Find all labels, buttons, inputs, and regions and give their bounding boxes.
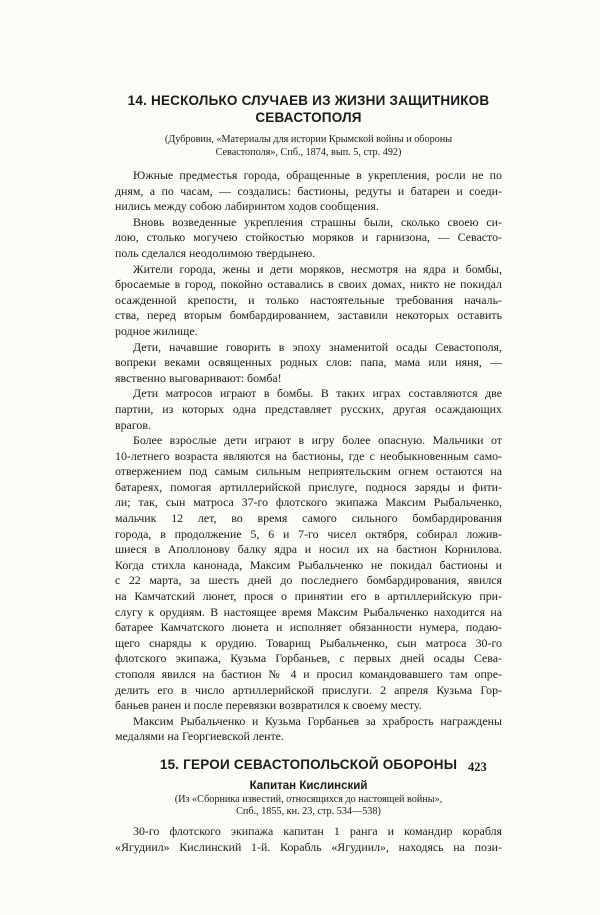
section-14-body	[115, 168, 502, 745]
title-line-2: СЕВАСТОПОЛЯ	[255, 110, 362, 125]
paragraph	[115, 168, 502, 215]
paragraph	[115, 386, 502, 433]
section-14-title	[115, 92, 502, 126]
text-line: города, в продолжение 5, 6 и 7-го чисел октября, собирал ложив-	[115, 526, 502, 541]
text-line: Южные предместья города, обращенные в укрепления, росли не по	[133, 168, 502, 182]
section-15-subtitle: Капитан Кислинский	[249, 779, 368, 792]
source2-line-1: (Из «Сборника известий, относящихся до настоящей войны»,	[174, 793, 443, 805]
paragraph	[115, 824, 502, 855]
text-line: отвержением под самым сильным неприятельским огнем остаются на	[115, 464, 502, 479]
text-line: Жители города, жены и дети моряков, несмотря на ядра и бомбы,	[133, 261, 502, 276]
text-line: бросаемые в город, покойно оставались в своих домах, никто не покидал	[115, 277, 502, 292]
text-line: Более взрослые дети играют в игру более опасную. Мальчики от	[133, 433, 502, 448]
text-line: с 22 марта, за шесть дней до последнего бомбардирования, явился	[115, 573, 502, 588]
text-line: Вновь возведенные укрепления страшны были, сколько своею си-	[133, 214, 502, 229]
section-15-source	[115, 794, 502, 819]
page-number: 423	[468, 760, 487, 774]
section-15-title: 15. ГЕРОИ СЕВАСТОПОЛЬСКОЙ ОБОРОНЫ	[159, 756, 458, 772]
paragraph	[115, 433, 502, 714]
section-15-body	[115, 824, 502, 855]
text-line: на Камчатский люнет, прося о принятии его в артиллерийскую при-	[115, 589, 502, 604]
text-line: ли; так, сын матроса 37-го флотского экипажа Максим Рыбальченко,	[115, 495, 502, 510]
section-14-source	[115, 134, 502, 159]
text-line: Максим Рыбальченко и Кузьма Горбаньев за храбрость награждены	[133, 713, 502, 728]
source-line-2: Севастополя», Спб., 1874, вып. 5, стр. 492)	[215, 146, 402, 158]
source-line-1: (Дубровин, «Материалы для истории Крымской войны и обороны	[164, 134, 453, 145]
text-line: партии, из которых одна представляет русских, другая осаждающих	[115, 401, 502, 416]
text-line: Дети, начавшие говорить в эпоху знаменитой осады Севастополя,	[133, 339, 502, 354]
page-content	[115, 92, 502, 855]
paragraph	[115, 215, 502, 262]
text-line: 30-го флотского экипажа капитан 1 ранга и командир корабля	[133, 823, 502, 838]
text-line: делить его в число артиллерийской прислуги. 2 апреля Кузьма Гор-	[115, 682, 502, 697]
text-line: батареях, помогая артиллерийской прислуге, поднося заряды и фити-	[115, 479, 502, 494]
text-line: Дети матросов играют в бомбы. В таких играх составляются две	[133, 386, 502, 401]
paragraph	[115, 340, 502, 387]
text-line: Когда стихла канонада, Максим Рыбальченко не покидал бастионы и	[115, 557, 502, 572]
text-line: поль сделался неодолимою твердынею.	[115, 245, 316, 260]
text-line: 10-летнего возраста являются на бастионы, где с необыкновенным само-	[115, 448, 502, 463]
text-line: флотского экипажа, Кузьма Горбаньев, с первых дней осады Сева-	[115, 651, 502, 666]
text-line: родное жилище.	[115, 323, 198, 338]
text-line: стополя явился на бастион № 4 и просил командовавшего там опре-	[115, 667, 502, 681]
text-line: батарее Камчатского люнета и исполняет обязанности нумера, подаю-	[115, 620, 502, 635]
paragraph	[115, 262, 502, 340]
text-line: медалями на Георгиевской ленте.	[115, 729, 284, 744]
text-line: врагов.	[115, 417, 151, 432]
text-line: «Ягудиил» Кислинский 1-й. Корабль «Ягудиил», находясь на пози-	[115, 839, 502, 854]
text-line: вопреки веками освященных родных слов: папа, мама или няня, —	[115, 355, 502, 370]
text-line: ства, перед вторым бомбардированием, заставили некоторых оставить	[115, 308, 502, 323]
text-line: щего снаряды к орудию. Товарищ Рыбальченко, сын матроса 30-го	[115, 635, 502, 650]
text-line: осажденной крепости, и только настоятельные требования началь-	[115, 292, 502, 307]
text-line: баньев ранен и после перевязки возвратился к своему месту.	[115, 698, 422, 713]
text-line: слугу к орудиям. В настоящее время Максим Рыбальченко находится на	[115, 604, 502, 619]
title-line-1: 14. НЕСКОЛЬКО СЛУЧАЕВ ИЗ ЖИЗНИ ЗАЩИТНИКОВ	[127, 93, 490, 108]
text-line: шиеся в Аполлонову балку ядра и носил их на бастион Корнилова.	[115, 542, 502, 557]
text-line: лою, столько могучею стойкостью моряков и гарнизона, — Севасто-	[115, 230, 502, 245]
text-line: явственно выговаривают: бомба!	[115, 370, 282, 385]
text-line: мальчик 12 лет, во время самого сильного бомбардирования	[115, 511, 502, 526]
paragraph	[115, 714, 502, 745]
text-line: дням, а по часам, — создались: бастионы, редуты и батареи и соеди-	[115, 183, 502, 198]
text-line: нились между собою лабиринтом ходов сообщения.	[115, 199, 379, 214]
source2-line-2: Спб., 1855, кн. 23, стр. 534—538)	[236, 806, 381, 818]
